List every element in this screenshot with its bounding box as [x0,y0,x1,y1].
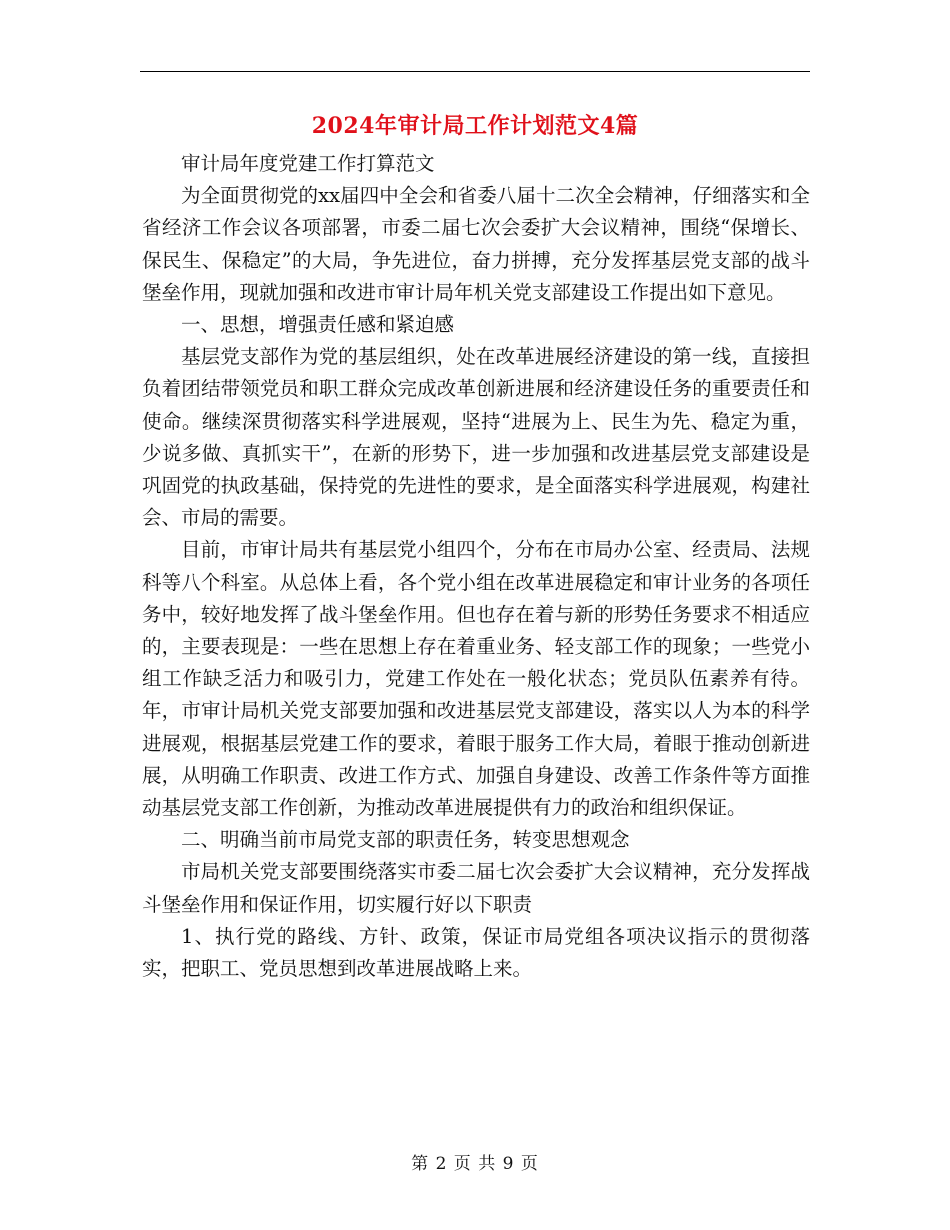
document-title: 2024年审计局工作计划范文4篇 [311,113,639,139]
document-body [142,148,810,985]
paragraph-intro: 为全面贯彻党的xx届四中全会和省委八届十二次全会精神，仔细落实和全省经济工作会议各项部署，市委二届七次会委扩大会议精神，围绕“保增长、保民生、保稳定”的大局，争先进位，奋力拼搏，充分发挥基层党支部的战斗堡垒作用，现就加强和改进市审计局年机关党支部建设工作提出如下意见。 [142,184,810,304]
section-heading-2: 二、明确当前市局党支部的职责任务，转变思想观念 [181,828,630,852]
paragraph-subtitle: 审计局年度党建工作打算范文 [181,152,435,175]
page-footer: 第 2 页 共 9 页 [411,1154,539,1174]
paragraph-current-status: 目前，市审计局共有基层党小组四个，分布在市局办公室、经责局、法规科等八个科室。从总体上看，各个党小组在改革进展稳定和审计业务的各项任务中，较好地发挥了战斗堡垒作用。但也存在着与新的形势任务要求不相适应的，主要表现是：一些在思想上存在着重业务、轻支部工作的现象；一些党小组工作缺乏活力和吸引力，党建工作处在一般化状态；党员队伍素养有待。年，市审计局机关党支部要加强和改进基层党支部建设，落实以人为本的科学进展观，根据基层党建工作的要求，着眼于服务工作大局，着眼于推动创新进展，从明确工作职责、改进工作方式、加强自身建设、改善工作条件等方面推动基层党支部工作创新，为推动改革进展提供有力的政治和组织保证。 [142,538,810,820]
header-rule [140,71,810,72]
list-item-1: 1、执行党的路线、方针、政策，保证市局党组各项决议指示的贯彻落实，把职工、党员思想到改革进展战略上来。 [142,924,810,981]
paragraph-section-1: 基层党支部作为党的基层组织，处在改革进展经济建设的第一线，直接担负着团结带领党员和职工群众完成改革创新进展和经济建设任务的重要责任和使命。继续深贯彻落实科学进展观，坚持“进展为上、民生为先、稳定为重，少说多做、真抓实干”，在新的形势下，进一步加强和改进基层党支部建设是巩固党的执政基础，保持党的先进性的要求，是全面落实科学进展观，构建社会、市局的需要。 [142,345,810,530]
section-heading-1: 一、思想，增强责任感和紧迫感 [181,313,455,337]
paragraph-section-2: 市局机关党支部要围绕落实市委二届七次会委扩大会议精神，充分发挥战斗堡垒作用和保证作用，切实履行好以下职责 [142,860,810,916]
